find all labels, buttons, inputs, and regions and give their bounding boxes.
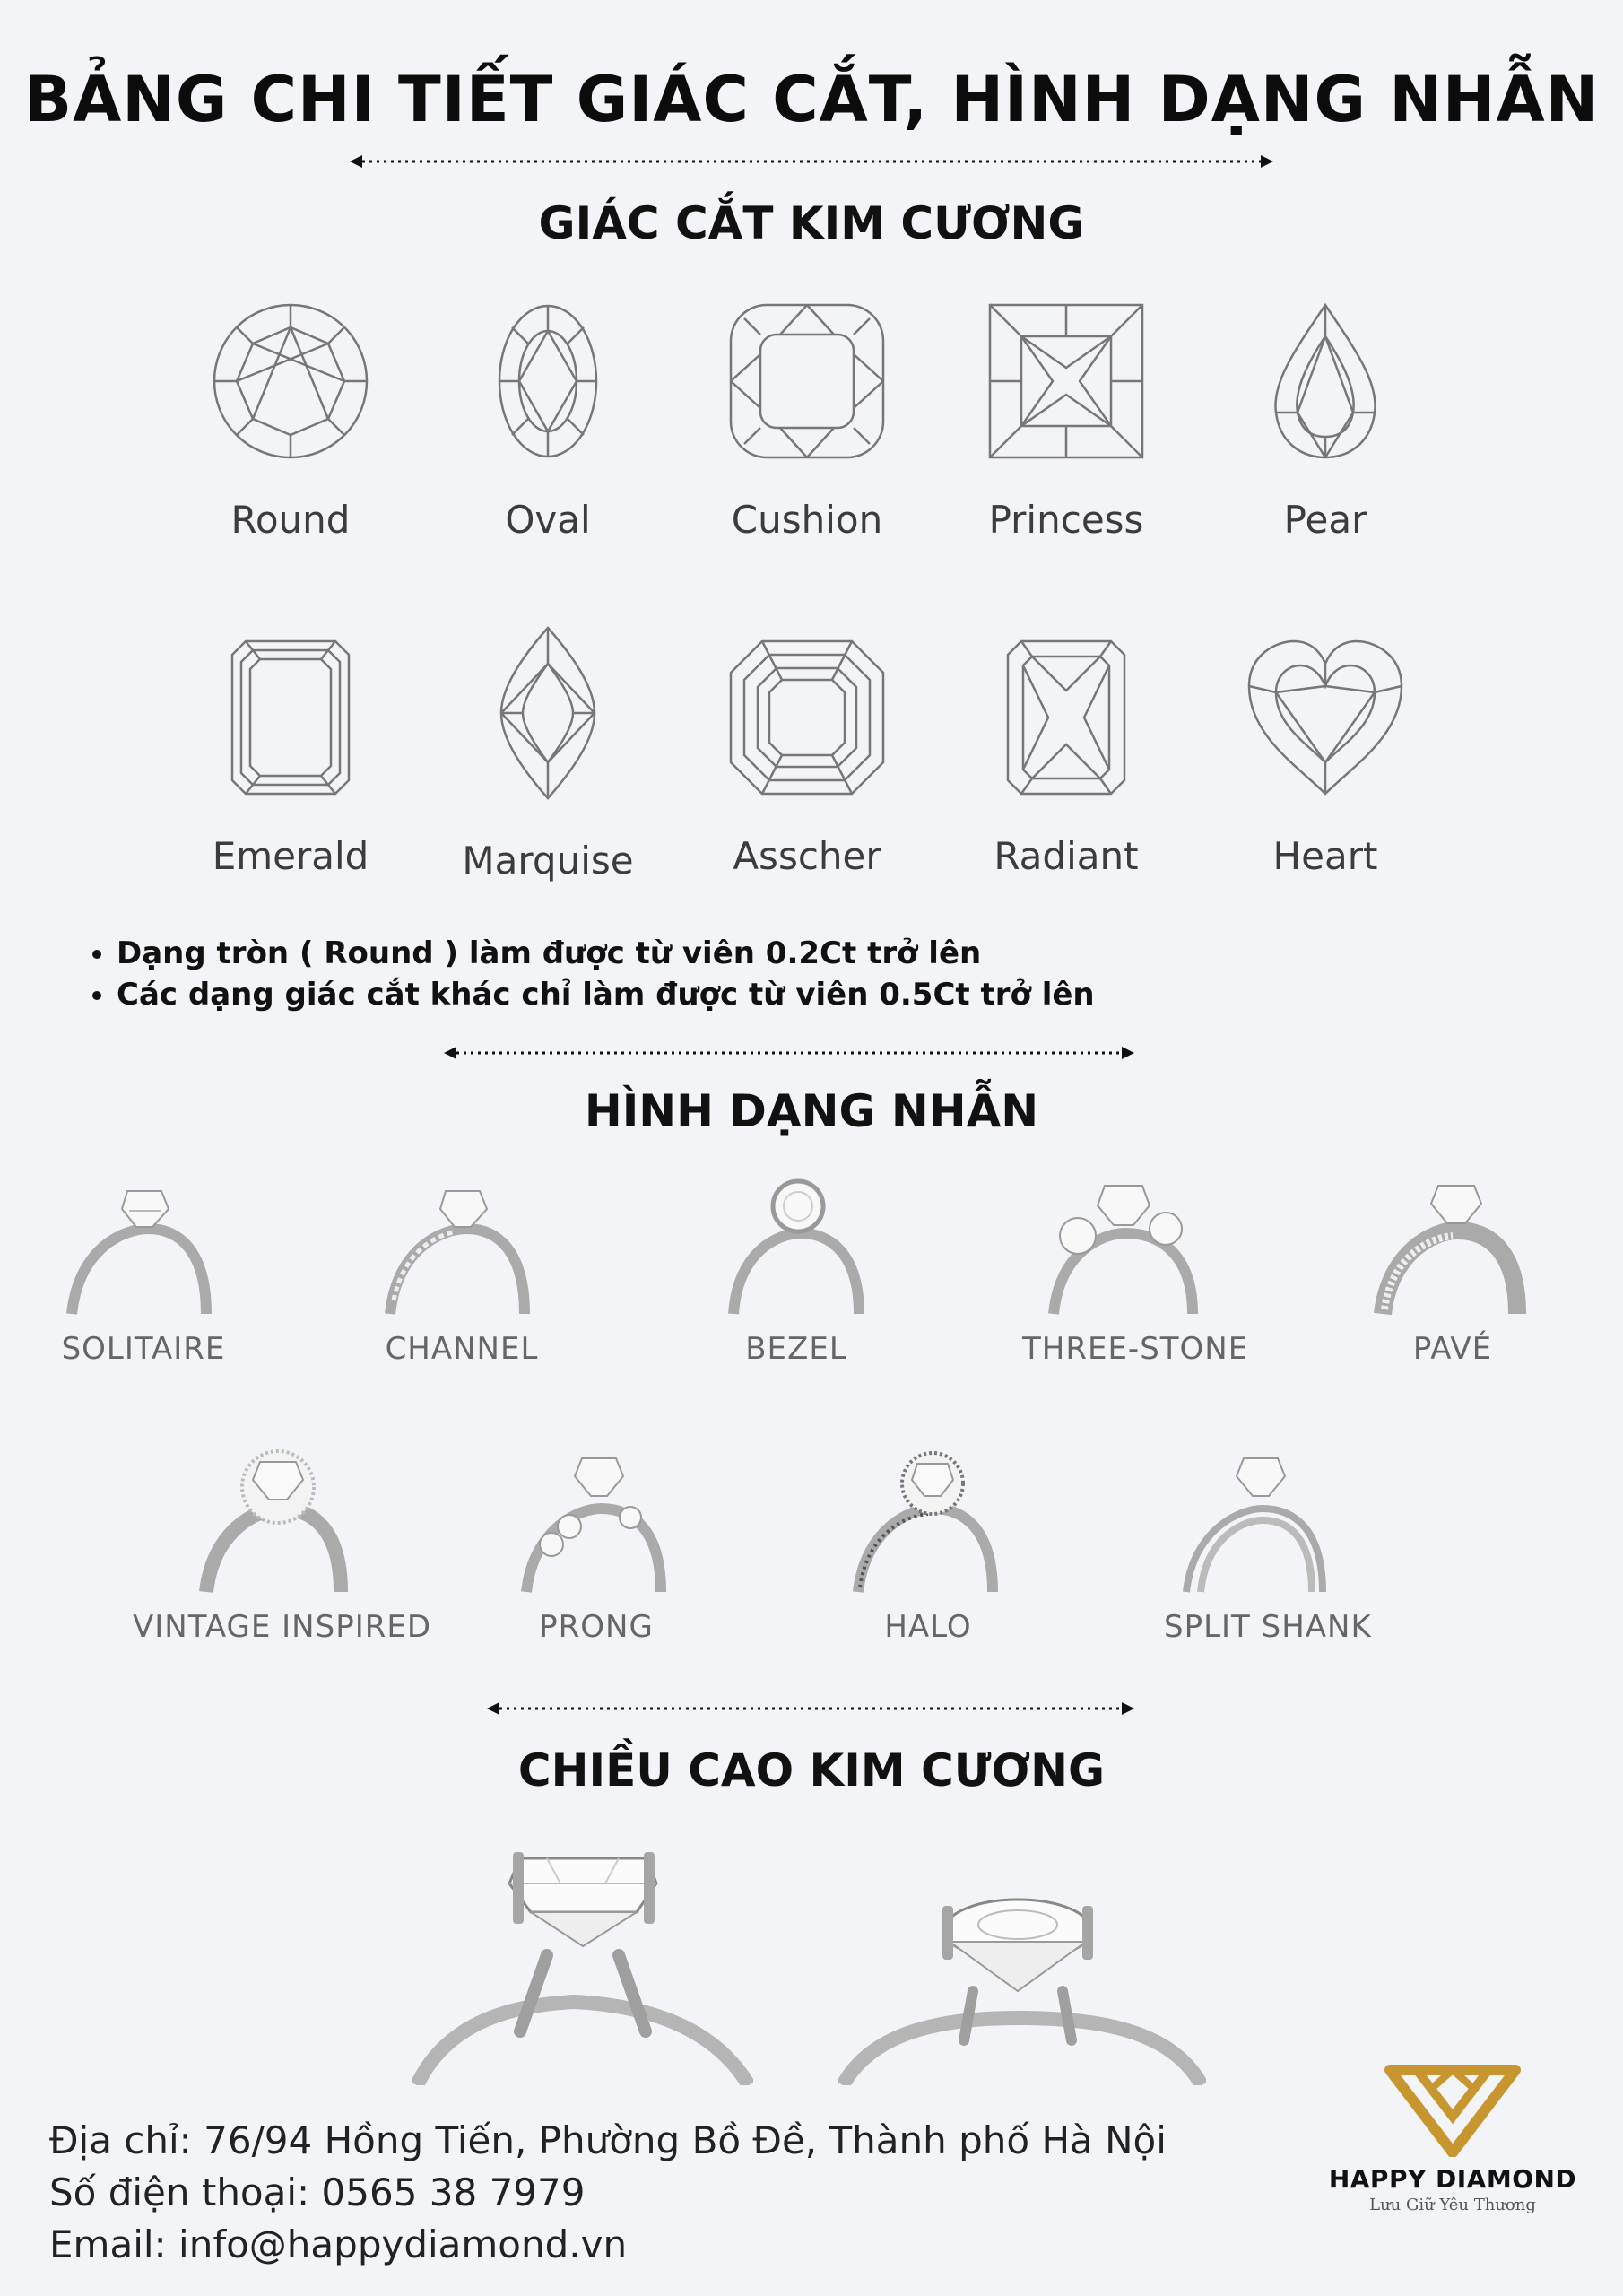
ring-label: BEZEL — [745, 1331, 847, 1367]
cut-emerald — [201, 637, 380, 878]
bezel-ring-icon — [716, 1166, 877, 1318]
cut-label: Oval — [505, 498, 591, 542]
ring-label: CHANNEL — [385, 1331, 539, 1367]
ring-label: THREE-STONE — [1022, 1331, 1249, 1367]
brand-logo — [1318, 2063, 1587, 2214]
cut-cushion — [717, 300, 897, 542]
heart-cut-icon — [1245, 637, 1406, 798]
vintage-ring-icon — [195, 1444, 357, 1596]
divider — [350, 152, 1273, 170]
high-setting-ring-image — [412, 1848, 753, 2089]
ring-split-shank — [1164, 1444, 1372, 1645]
prong-ring-icon — [516, 1444, 677, 1596]
ring-label: PAVÉ — [1412, 1331, 1493, 1367]
notes-list — [72, 933, 1095, 1015]
cut-label: Princess — [988, 498, 1144, 542]
round-cut-icon — [210, 300, 371, 462]
cut-label: Asscher — [733, 834, 881, 878]
cut-pear — [1236, 300, 1415, 542]
cut-label: Radiant — [994, 834, 1139, 878]
divider — [487, 1700, 1134, 1718]
ring-label: SOLITAIRE — [61, 1331, 226, 1367]
asscher-cut-icon — [726, 637, 888, 798]
cut-label: Pear — [1283, 498, 1367, 542]
note-item: • Các dạng giác cắt khác chỉ làm được từ viên 0.5Ct trở lên — [117, 974, 1095, 1015]
cut-label: Emerald — [212, 834, 369, 878]
cut-label: Heart — [1272, 834, 1378, 878]
ring-three-stone — [1022, 1166, 1249, 1367]
note-item: • Dạng tròn ( Round ) làm được từ viên 0.2Ct trở lên — [117, 933, 1095, 974]
solitaire-ring-icon — [63, 1166, 224, 1318]
cut-label: Marquise — [462, 839, 634, 883]
cut-princess — [976, 300, 1156, 542]
cut-round — [201, 300, 380, 542]
cut-radiant — [976, 637, 1156, 878]
ring-label: HALO — [884, 1609, 972, 1645]
cut-marquise — [458, 623, 638, 883]
oval-cut-icon — [494, 300, 602, 462]
ring-pave — [1363, 1166, 1542, 1367]
three-stone-ring-icon — [1040, 1166, 1211, 1318]
section-title-rings: HÌNH DẠNG NHẪN — [584, 1085, 1039, 1137]
footer-phone: Số điện thoại: 0565 38 7979 — [49, 2170, 586, 2214]
channel-ring-icon — [381, 1166, 542, 1318]
section-title-cuts: GIÁC CẮT KIM CƯƠNG — [538, 197, 1085, 249]
pave-ring-icon — [1372, 1166, 1533, 1318]
cushion-cut-icon — [726, 300, 888, 462]
brand-name: HAPPY DIAMOND — [1328, 2164, 1577, 2194]
brand-tagline: Lưu Giữ Yêu Thương — [1369, 2196, 1536, 2214]
section-title-height: CHIỀU CAO KIM CƯƠNG — [517, 1744, 1106, 1796]
divider — [444, 1044, 1134, 1062]
ring-vintage-inspired — [133, 1444, 432, 1645]
halo-ring-icon — [847, 1444, 1009, 1596]
split-shank-ring-icon — [1177, 1444, 1339, 1596]
low-setting-ring-image — [838, 1892, 1206, 2089]
radiant-cut-icon — [1003, 637, 1129, 798]
footer-email[interactable]: Email: info@happydiamond.vn — [49, 2222, 628, 2266]
ring-label: SPLIT SHANK — [1164, 1609, 1372, 1645]
cut-asscher — [717, 637, 897, 878]
ring-solitaire — [54, 1166, 233, 1367]
cut-oval — [458, 300, 638, 542]
ring-channel — [372, 1166, 551, 1367]
marquise-cut-icon — [494, 623, 602, 803]
ring-label: VINTAGE INSPIRED — [133, 1609, 432, 1645]
cut-label: Round — [230, 498, 351, 542]
ring-prong — [507, 1444, 686, 1645]
cut-heart — [1236, 637, 1415, 878]
diamond-logo-icon — [1381, 2063, 1524, 2157]
emerald-cut-icon — [228, 637, 353, 798]
footer-address: Địa chỉ: 76/94 Hồng Tiến, Phường Bồ Đề, Thành phố Hà Nội — [49, 2118, 1167, 2162]
ring-bezel — [707, 1166, 886, 1367]
page-title: BẢNG CHI TIẾT GIÁC CẮT, HÌNH DẠNG NHẪN — [23, 63, 1600, 136]
pear-cut-icon — [1267, 300, 1384, 462]
princess-cut-icon — [985, 300, 1147, 462]
cut-label: Cushion — [731, 498, 883, 542]
ring-halo — [838, 1444, 1018, 1645]
ring-label: PRONG — [539, 1609, 654, 1645]
